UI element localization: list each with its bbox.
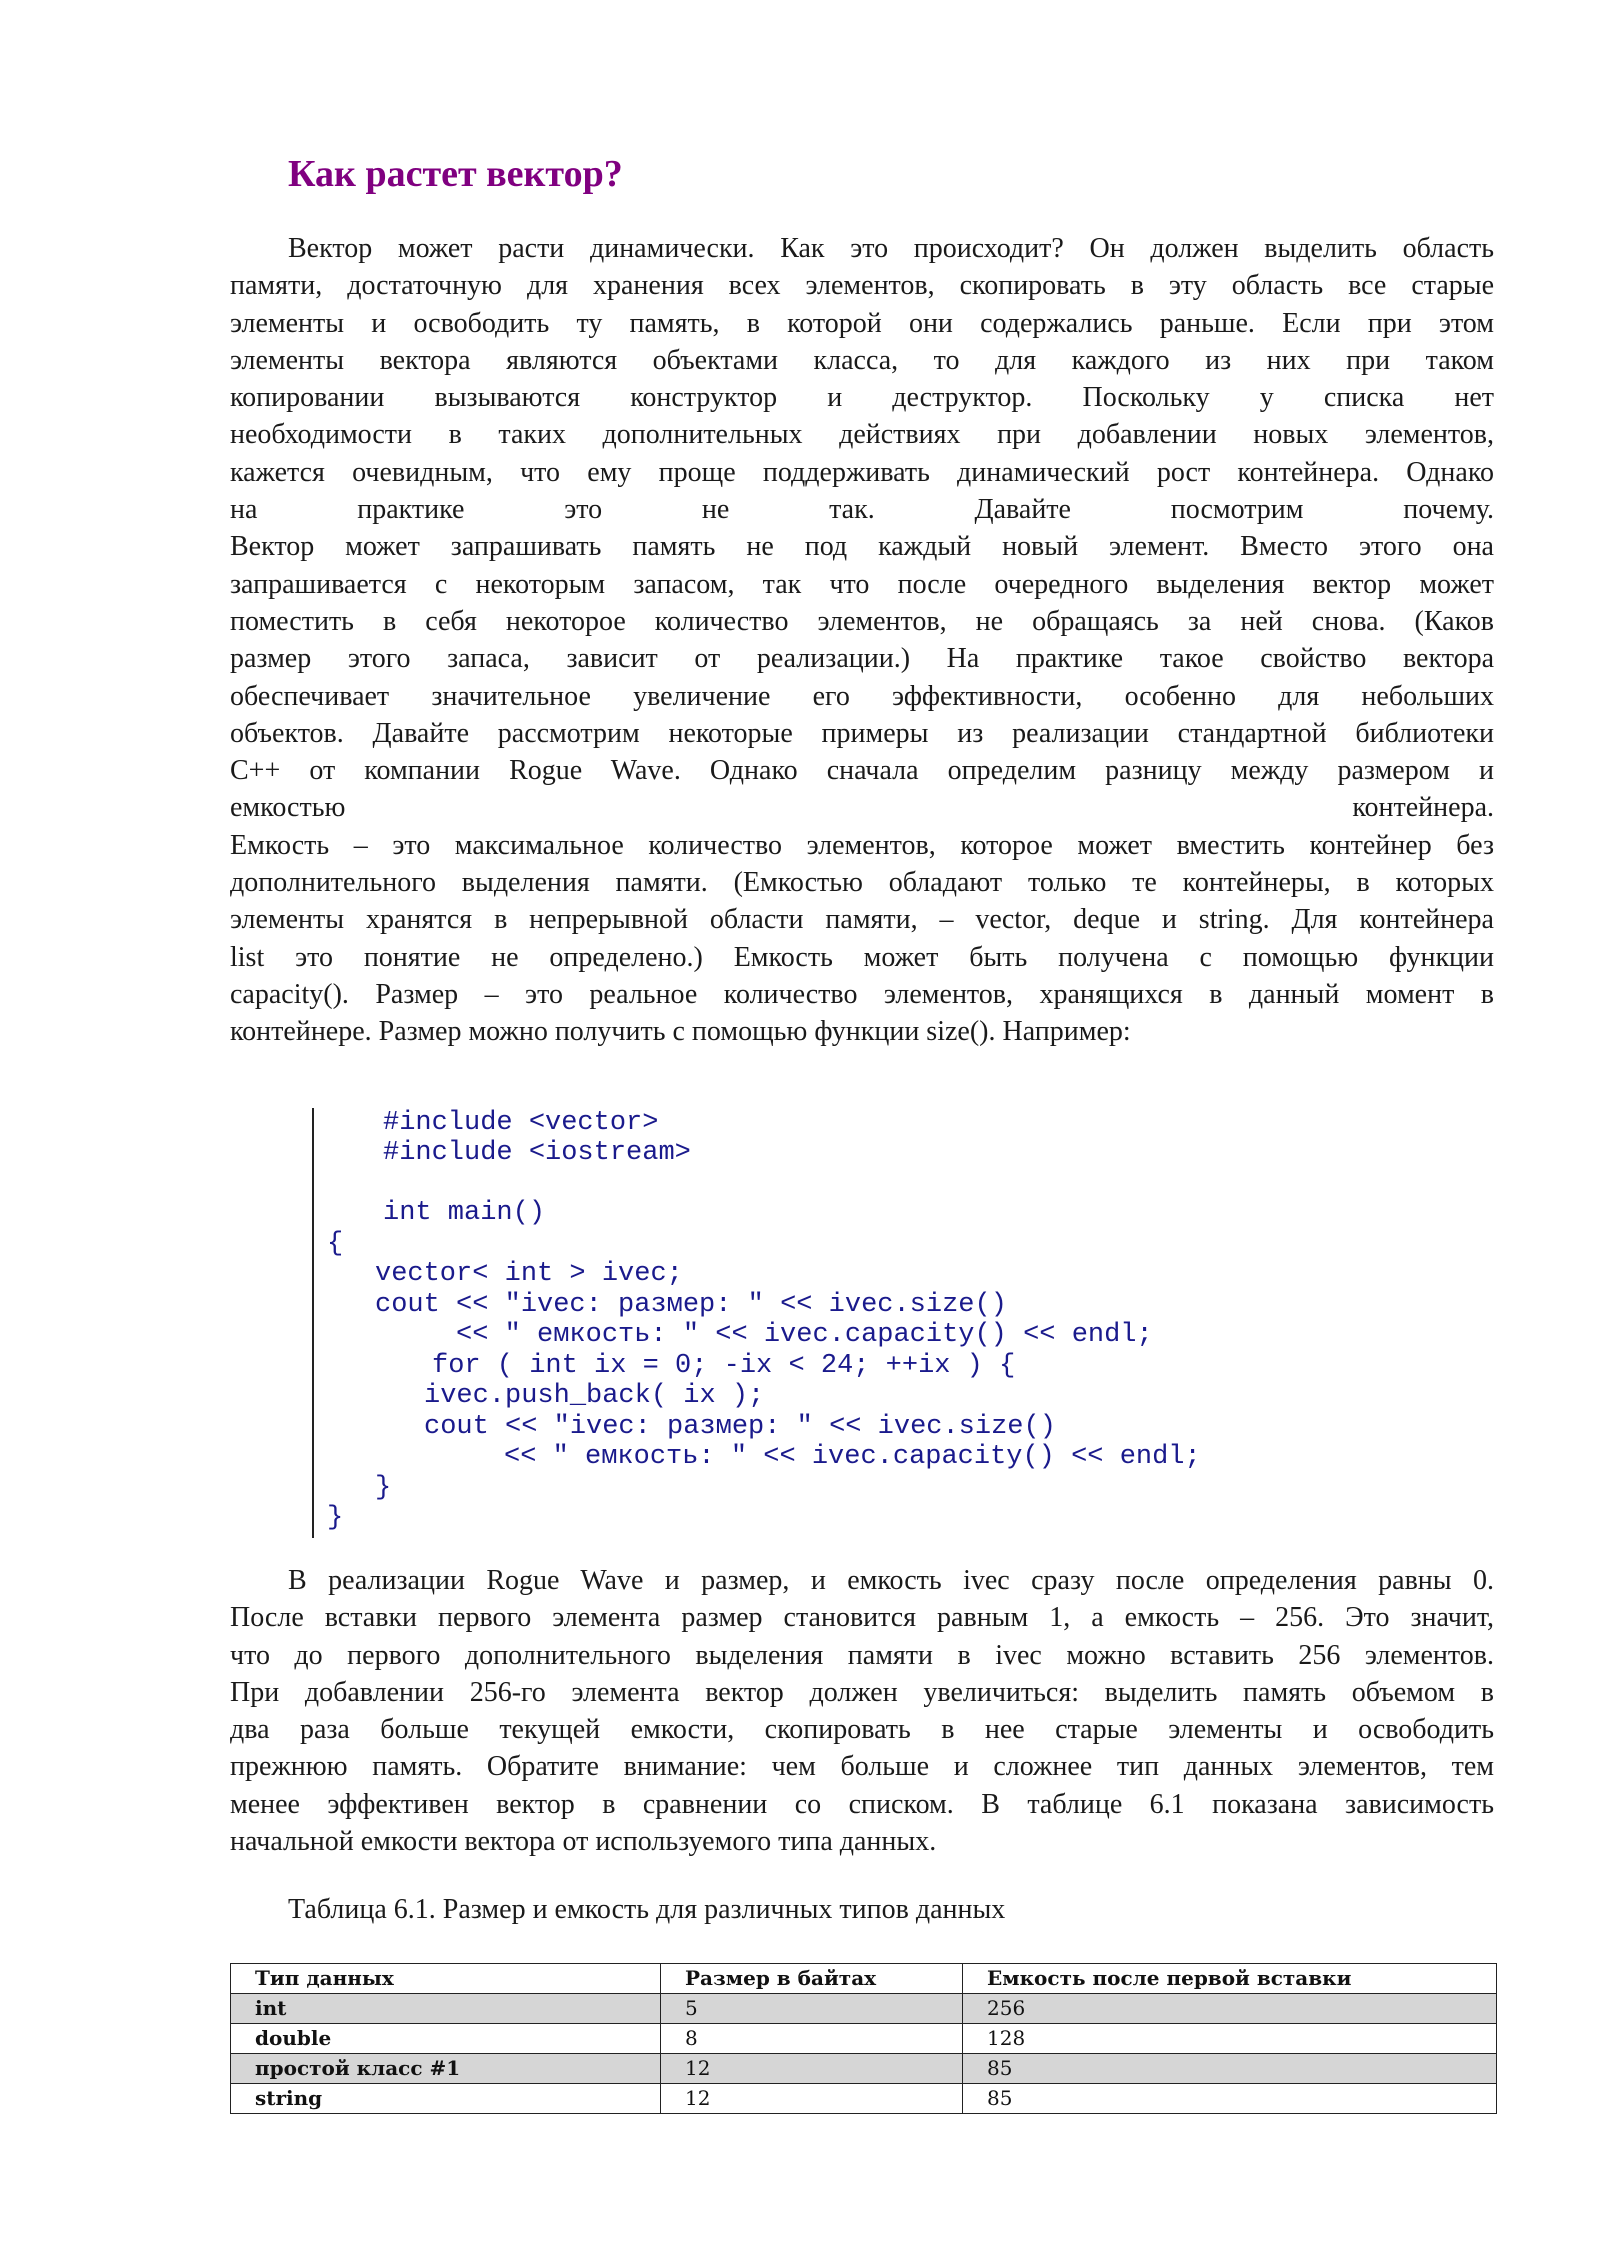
- text-line: копировании вызываются конструктор и деструктор. Поскольку у списка нет: [230, 382, 1494, 414]
- text-line: размер этого запаса, зависит от реализации.) На практике такое свойство вектора: [230, 643, 1494, 675]
- size-cell: 8: [661, 2024, 963, 2054]
- text-line: list это понятие не определено.) Емкость может быть получена с помощью функции: [230, 941, 1494, 973]
- code-line: int main(): [383, 1198, 546, 1228]
- text-line: При добавлении 256-го элемента вектор должен увеличиться: выделить память объемом в: [230, 1676, 1494, 1708]
- table-row: [231, 2024, 1497, 2054]
- text-line: необходимости в таких дополнительных действиях при добавлении новых элементов,: [230, 419, 1494, 451]
- text-line: начальной емкости вектора от используемого типа данных.: [230, 1826, 937, 1858]
- table-header-row: [231, 1964, 1497, 1994]
- code-line: for ( int ix = 0; -ix < 24; ++ix ) {: [432, 1351, 1016, 1381]
- text-line: В реализации Rogue Wave и размер, и емкость ivec сразу после определения равны 0.: [288, 1565, 1494, 1596]
- table-row: [231, 1994, 1497, 2024]
- table-row: [231, 2054, 1497, 2084]
- code-line: }: [375, 1473, 392, 1503]
- text-line: обеспечивает значительное увеличение его эффективности, особенно для небольших: [230, 680, 1494, 712]
- text-line: два раза больше текущей емкости, скопировать в нее старые элементы и освободить: [230, 1714, 1494, 1746]
- text-line: элементы вектора являются объектами класса, то для каждого из них при таком: [230, 344, 1494, 376]
- type-cell: string: [231, 2084, 661, 2114]
- text-line: прежнюю память. Обратите внимание: чем больше и сложнее тип данных элементов, тем: [230, 1751, 1494, 1783]
- text-line: памяти, достаточную для хранения всех элементов, скопировать в эту область все старые: [230, 270, 1494, 302]
- column-header: Емкость после первой вставки: [963, 1964, 1497, 1994]
- text-line: Вектор может запрашивать память не под каждый новый элемент. Вместо этого она: [230, 531, 1494, 563]
- size-cell: 12: [661, 2054, 963, 2084]
- capacity-cell: 85: [963, 2054, 1497, 2084]
- table-row: [231, 2084, 1497, 2114]
- code-line: {: [327, 1229, 344, 1259]
- code-line: ivec.push_back( ix );: [424, 1381, 765, 1411]
- text-line: После вставки первого элемента размер становится равным 1, а емкость – 256. Это значит,: [230, 1602, 1494, 1634]
- size-cell: 5: [661, 1994, 963, 2024]
- column-header: Тип данных: [231, 1964, 661, 1994]
- code-line: }: [327, 1503, 344, 1533]
- code-line: << " емкость: " << ivec.capacity() << endl;: [504, 1442, 1201, 1472]
- capacity-cell: 85: [963, 2084, 1497, 2114]
- text-line: запрашивается с некоторым запасом, так что после очередного выделения вектор может: [230, 568, 1494, 600]
- section-heading: Как растет вектор?: [288, 153, 623, 195]
- text-line: менее эффективен вектор в сравнении со списком. В таблице 6.1 показана зависимость: [230, 1788, 1494, 1820]
- text-line: capacity(). Размер – это реальное количество элементов, хранящихся в данный момент в: [230, 978, 1494, 1010]
- column-header: Размер в байтах: [661, 1964, 963, 1994]
- text-line: элементы хранятся в непрерывной области памяти, – vector, deque и string. Для контейнера: [230, 904, 1494, 936]
- type-cell: простой класс #1: [231, 2054, 661, 2084]
- text-line: элементы и освободить ту память, в которой они содержались раньше. Если при этом: [230, 307, 1494, 339]
- data-table: [230, 1963, 1497, 2114]
- code-line: cout << "ivec: размер: " << ivec.size(): [375, 1290, 1007, 1320]
- type-cell: int: [231, 1994, 661, 2024]
- code-line: #include <iostream>: [383, 1138, 691, 1168]
- table-caption: Таблица 6.1. Размер и емкость для различных типов данных: [288, 1894, 1006, 1925]
- text-line: объектов. Давайте рассмотрим некоторые примеры из реализации стандартной библиотеки: [230, 717, 1494, 749]
- paragraph-intro: [230, 230, 1494, 1051]
- capacity-cell: 256: [963, 1994, 1497, 2024]
- text-line: Емкость – это максимальное количество элементов, которое может вместить контейнер без: [230, 829, 1494, 861]
- text-line: поместить в себя некоторое количество элементов, не обращаясь за ней снова. (Каков: [230, 605, 1494, 637]
- text-line: емкостью контейнера.: [230, 792, 1494, 824]
- text-line: Вектор может расти динамически. Как это происходит? Он должен выделить область: [288, 233, 1494, 264]
- code-listing: [312, 1108, 1214, 1538]
- text-line: на практике это не так. Давайте посмотрим почему.: [230, 494, 1494, 526]
- size-cell: 12: [661, 2084, 963, 2114]
- capacity-cell: 128: [963, 2024, 1497, 2054]
- text-line: что до первого дополнительного выделения памяти в ivec можно вставить 256 элементов.: [230, 1639, 1494, 1671]
- text-line: C++ от компании Rogue Wave. Однако сначала определим разницу между размером и: [230, 755, 1494, 787]
- text-line: контейнере. Размер можно получить с помощью функции size(). Например:: [230, 1016, 1131, 1048]
- text-line: дополнительного выделения памяти. (Емкостью обладают только те контейнеры, в которых: [230, 867, 1494, 899]
- text-line: кажется очевидным, что ему проще поддерживать динамический рост контейнера. Однако: [230, 456, 1494, 488]
- type-cell: double: [231, 2024, 661, 2054]
- paragraph-rogue-wave: [230, 1562, 1494, 1860]
- code-line: #include <vector>: [383, 1108, 659, 1138]
- code-line: vector< int > ivec;: [375, 1259, 683, 1289]
- code-line: cout << "ivec: размер: " << ivec.size(): [424, 1412, 1056, 1442]
- code-line: << " емкость: " << ivec.capacity() << endl;: [456, 1320, 1153, 1350]
